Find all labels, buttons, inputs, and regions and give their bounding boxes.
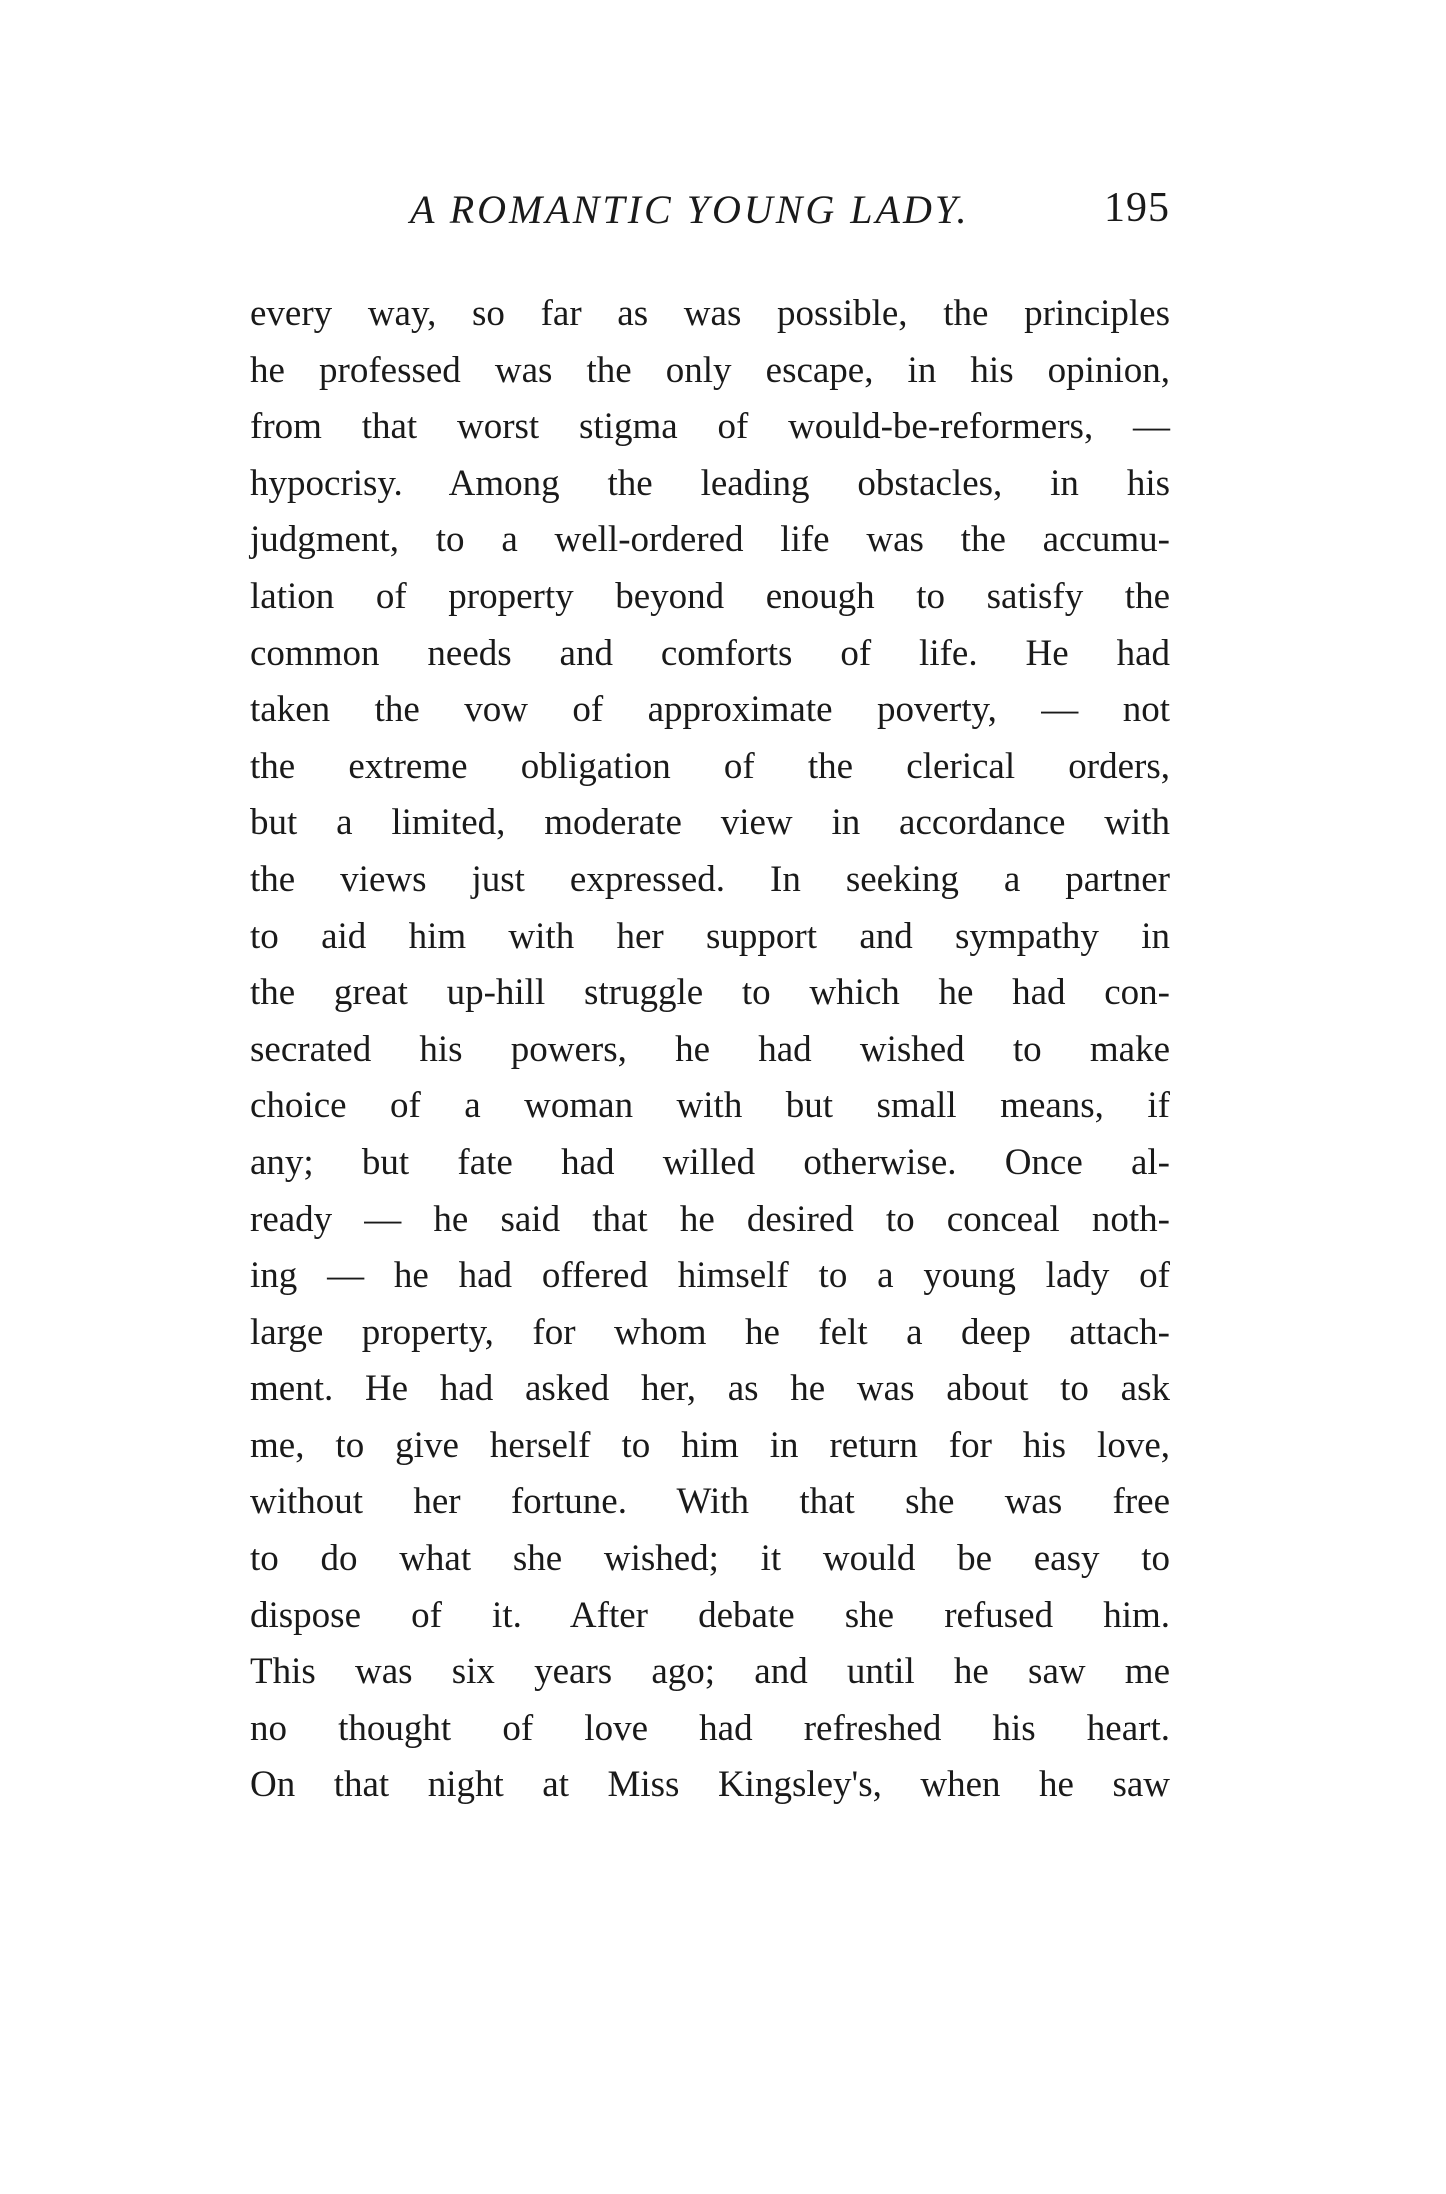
text-line: ing — he had offered himself to a young lady of xyxy=(250,1255,1170,1297)
text-line: secrated his powers, he had wished to make xyxy=(250,1028,1170,1070)
text-line: but a limited, moderate view in accordance with xyxy=(250,802,1170,844)
text-line: judgment, to a well-ordered life was the accumu- xyxy=(250,519,1170,561)
text-line: without her fortune. With that she was free xyxy=(250,1481,1170,1523)
text-line: taken the vow of approximate poverty, — not xyxy=(250,689,1170,731)
text-line: ready — he said that he desired to conceal noth- xyxy=(250,1198,1170,1240)
text-line: hypocrisy. Among the leading obstacles, in his xyxy=(250,462,1170,504)
text-line: ment. He had asked her, as he was about to ask xyxy=(250,1368,1170,1410)
text-line: the great up-hill struggle to which he had con- xyxy=(250,972,1170,1014)
text-line: to aid him with her support and sympathy in xyxy=(250,915,1170,957)
text-line: choice of a woman with but small means, if xyxy=(250,1085,1170,1127)
text-line: common needs and comforts of life. He had xyxy=(250,632,1170,674)
text-line: This was six years ago; and until he saw me xyxy=(250,1651,1170,1693)
text-line: dispose of it. After debate she refused him. xyxy=(250,1594,1170,1636)
text-line: me, to give herself to him in return for his love, xyxy=(250,1424,1170,1466)
text-line: the views just expressed. In seeking a partner xyxy=(250,858,1170,900)
text-line: from that worst stigma of would-be-reformers, — xyxy=(250,406,1170,448)
text-line: he professed was the only escape, in his opinion, xyxy=(250,349,1170,391)
text-line: any; but fate had willed otherwise. Once al- xyxy=(250,1141,1170,1183)
text-line: lation of property beyond enough to satisfy the xyxy=(250,575,1170,617)
running-head xyxy=(250,186,1170,242)
text-line: every way, so far as was possible, the principles xyxy=(250,293,1170,334)
text-line: large property, for whom he felt a deep attach- xyxy=(250,1311,1170,1353)
running-title: A ROMANTIC YOUNG LADY. xyxy=(410,187,970,232)
text-line: to do what she wished; it would be easy to xyxy=(250,1538,1170,1580)
text-line: the extreme obligation of the clerical orders, xyxy=(250,745,1170,787)
text-line: On that night at Miss Kingsley's, when he saw xyxy=(250,1764,1170,1806)
body-text xyxy=(250,286,1170,1814)
page-number: 195 xyxy=(1104,185,1170,231)
text-line: no thought of love had refreshed his heart. xyxy=(250,1707,1170,1749)
